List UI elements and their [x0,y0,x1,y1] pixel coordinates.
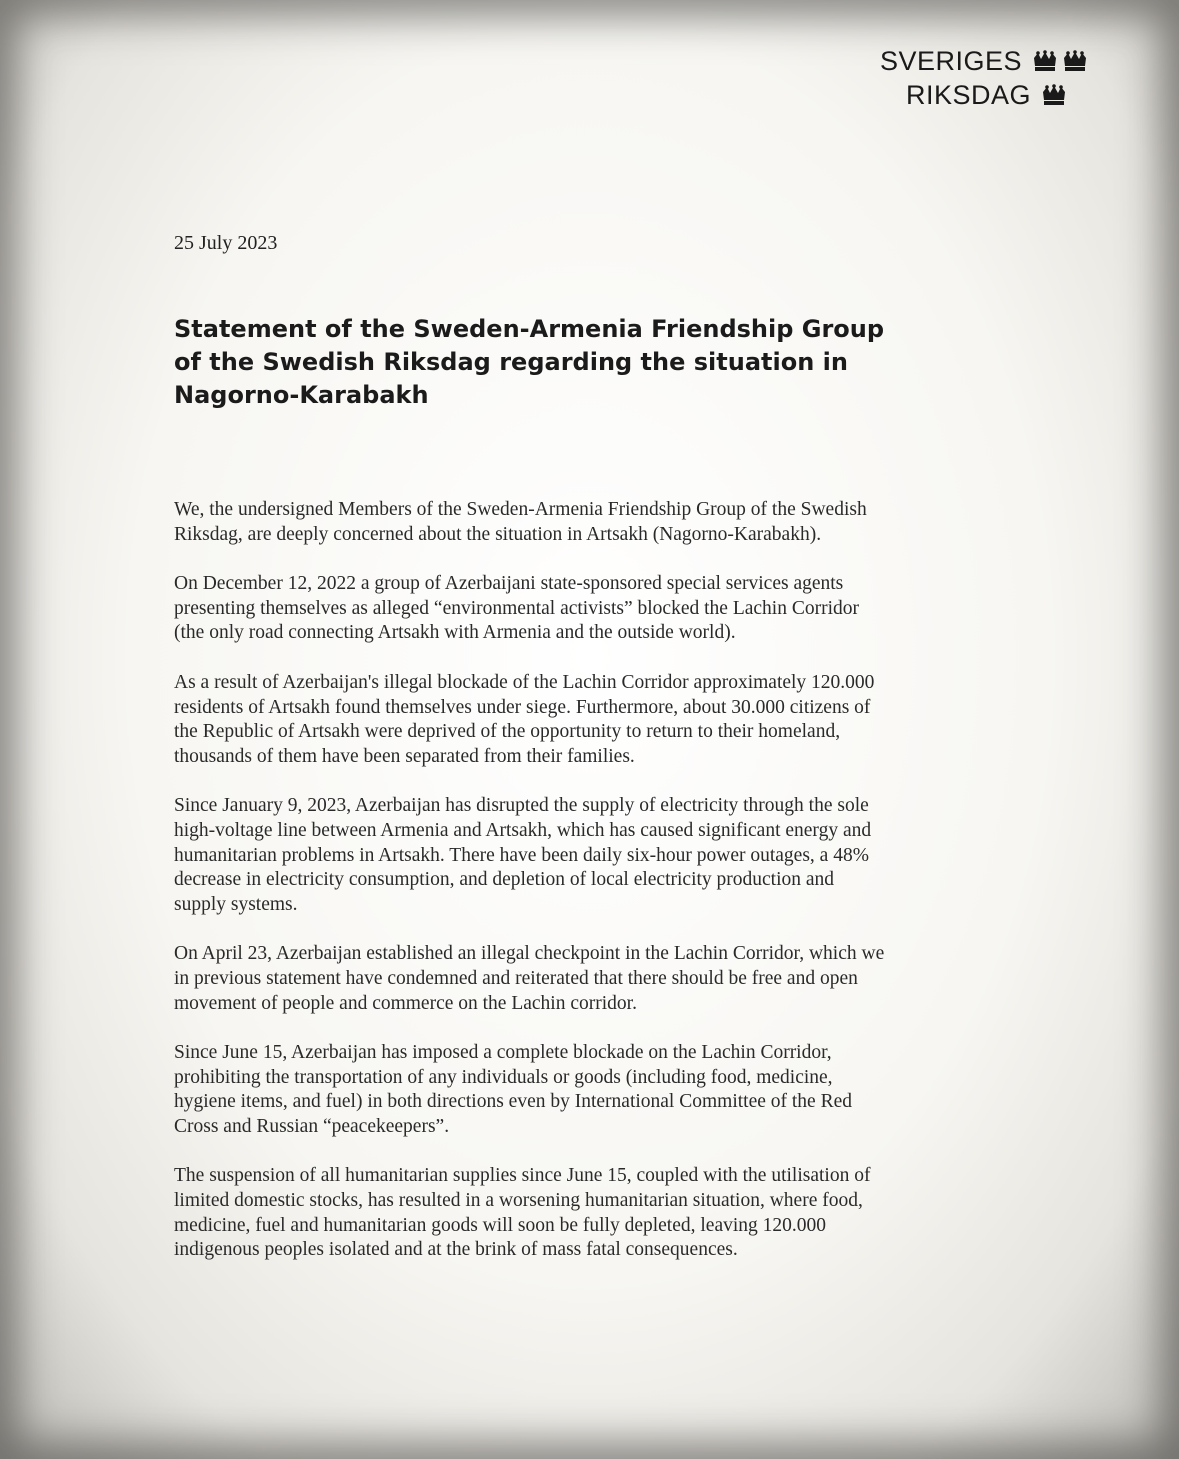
body-paragraph: Since January 9, 2023, Azerbaijan has disrupted the supply of electricity through the sole high-voltage line between Armenia and Artsakh, which has caused significant energy and humanitarian problems in Artsakh. There have been daily six-hour power outages, a 48% decrease in electricity consumption, and depletion of local electricity production and supply systems. [174,795,872,915]
crown-icon-pair [1032,50,1088,72]
crown-icon [1041,84,1067,106]
body-paragraph: We, the undersigned Members of the Sweden-Armenia Friendship Group of the Swedish Riksdag, are deeply concerned about the situation in Artsakh (Nagorno-Karabakh). [174,499,867,545]
logo-row-2 [880,78,1110,112]
body-paragraph: As a result of Azerbaijan's illegal blockade of the Lachin Corridor approximately 120.000 residents of Artsakh found themselves under siege. Furthermore, about 30.000 citizens of the Republic of Artsakh were deprived of the opportunity to return to their homeland, thousands of them have been separated from their families. [174,671,875,767]
body-paragraph: On April 23, Azerbaijan established an illegal checkpoint in the Lachin Corridor, which we in previous statement have condemned and reiterated that there should be free and open movement of people and commerce on the Lachin corridor. [174,943,885,1014]
crown-icon-single [1041,84,1067,106]
body-paragraph: Since June 15, Azerbaijan has imposed a complete blockade on the Lachin Corridor, prohibiting the transportation of any individuals or goods (including food, medicine, hygiene items, and fuel) in both directions even by International Committee of the Red Cross and Russian “peacekeepers”. [174,1042,852,1137]
logo-text-riksdag: RIKSDAG [906,79,1032,110]
logo-text-sveriges: SVERIGES [880,45,1023,76]
body-paragraph: The suspension of all humanitarian supplies since June 15, coupled with the utilisation of limited domestic stocks, has resulted in a worsening humanitarian situation, where food, medicine, fuel and humanitarian goods will soon be fully depleted, leaving 120.000 indigenous peoples isolated and at the brink of mass fatal consequences. [174,1165,871,1261]
riksdag-logo [880,44,1110,112]
crown-icon [1032,50,1058,72]
crown-icon [1062,50,1088,72]
document-title: Statement of the Sweden-Armenia Friendship Group of the Swedish Riksdag regarding the situation in Nagorno-Karabakh [174,315,885,409]
logo-row-1 [880,44,1110,78]
document-date: 25 July 2023 [174,232,278,254]
document-body [174,498,886,1288]
body-paragraph: On December 12, 2022 a group of Azerbaijani state-sponsored special services agents presenting themselves as alleged “environmental activists” blocked the Lachin Corridor (the only road connecting Artsakh with Armenia and the outside world). [174,573,859,644]
